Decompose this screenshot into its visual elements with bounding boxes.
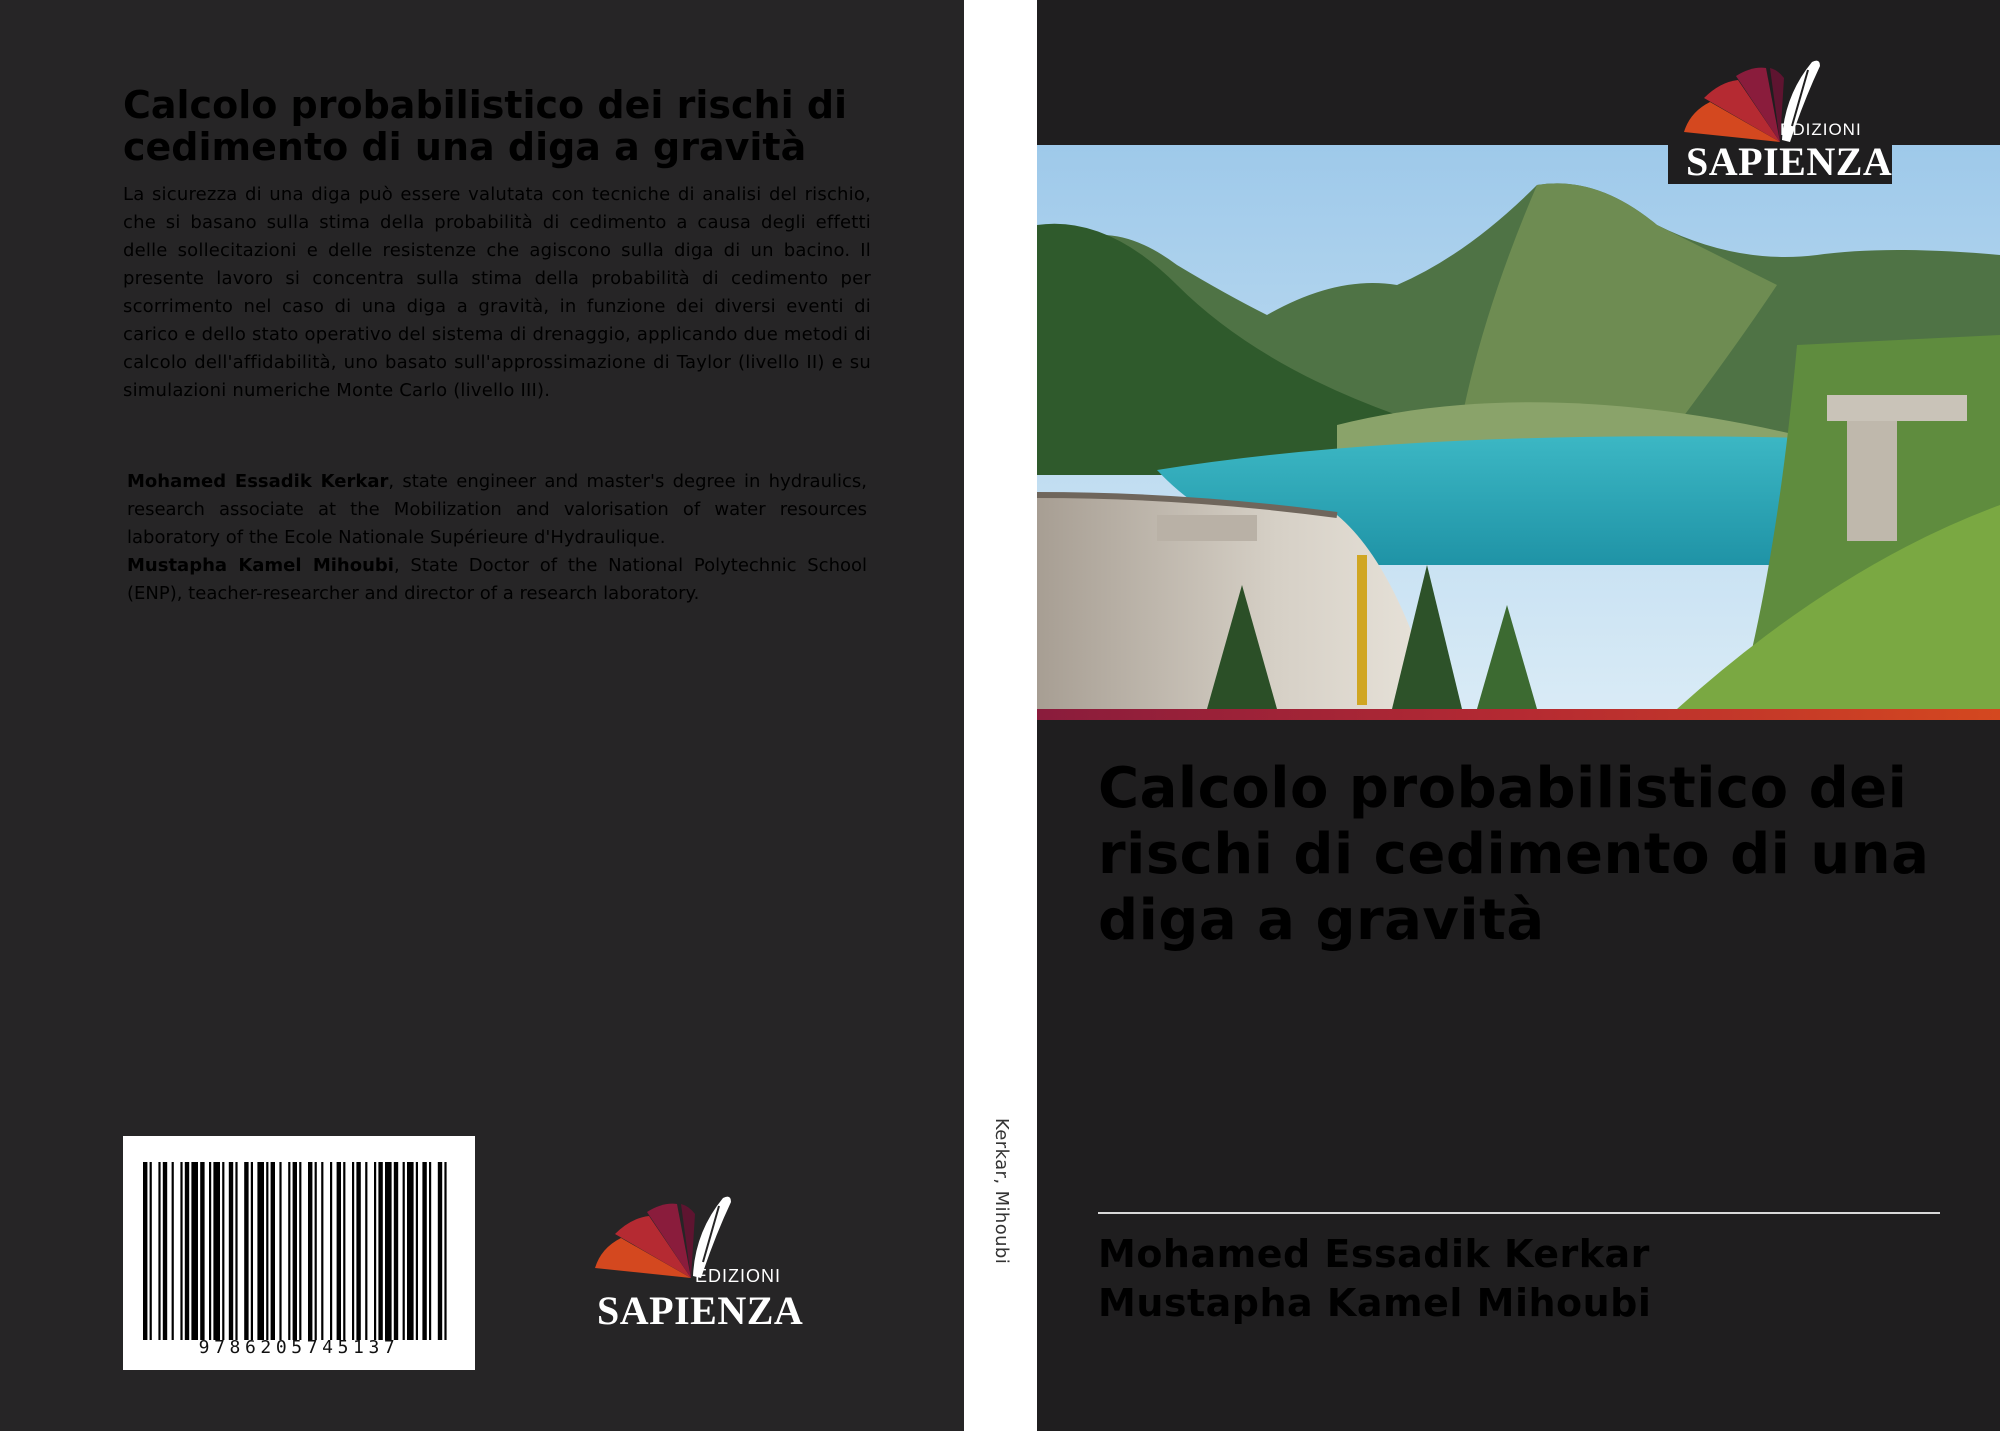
back-cover-blurb: La sicurezza di una diga può essere valutata con tecniche di analisi del rischio, che si basano sulla stima della probabilità di cedimento a causa degli effetti delle sollecitazioni e delle resistenze che agiscono sulla diga di un bacino. Il presente lavoro si concentra sulla stima della probabilità di cedimento per scorrimento nel caso di una diga a gravità, in funzione dei diversi eventi di carico e dello stato operativo del sistema di drenaggio, applicando due metodi di calcolo dell'affidabilità, uno basato sull'approssimazione di Taylor (livello II) e su simulazioni numeriche Monte Carlo (livello III). [123,184,871,401]
publisher-name-label-front: SAPIENZA [1686,139,1893,184]
front-author-2: Mustapha Kamel Mihoubi [1098,1281,1652,1325]
author-bio-1-text: , state engineer and master's degree in hydraulics, research associate at the Mobilization and valorisation of water resources laboratory of the Ecole Nationale Supérieure d'Hydraulique. [127,471,867,548]
dam-lake-photo [1037,145,2000,709]
author-bio-2 [127,552,867,608]
barcode-bars [143,1162,455,1340]
author-bio-2-text: , State Doctor of the National Polytechnic School (ENP), teacher-researcher and director of a research laboratory. [127,555,867,604]
cover-accent-bar [1037,709,2000,720]
publisher-logo-front [1668,52,1892,184]
spine-authors: Kerkar, Mihoubi [991,1118,1012,1265]
author-bio-1 [127,468,867,552]
back-cover-title: Calcolo probabilistico dei rischi di cedimento di una diga a gravità [123,83,848,169]
author-bios [127,468,867,608]
publisher-edizioni-label: EDIZIONI [695,1266,782,1286]
publisher-edizioni-label-front: EDIZIONI [1780,120,1862,139]
front-author-1: Mohamed Essadik Kerkar [1098,1232,1650,1276]
author-bio-2-name: Mustapha Kamel Mihoubi [127,555,394,576]
isbn-barcode [123,1136,475,1370]
front-cover-title: Calcolo probabilistico dei rischi di cedimento di una diga a gravità [1098,756,1930,953]
publisher-name-label: SAPIENZA [597,1288,804,1333]
author-bio-1-name: Mohamed Essadik Kerkar [127,471,389,492]
publisher-logo-back [585,1192,805,1332]
front-cover-authors [1098,1230,1938,1328]
front-cover-divider [1098,1212,1940,1214]
isbn-digits: 9786205745137 [198,1337,400,1358]
